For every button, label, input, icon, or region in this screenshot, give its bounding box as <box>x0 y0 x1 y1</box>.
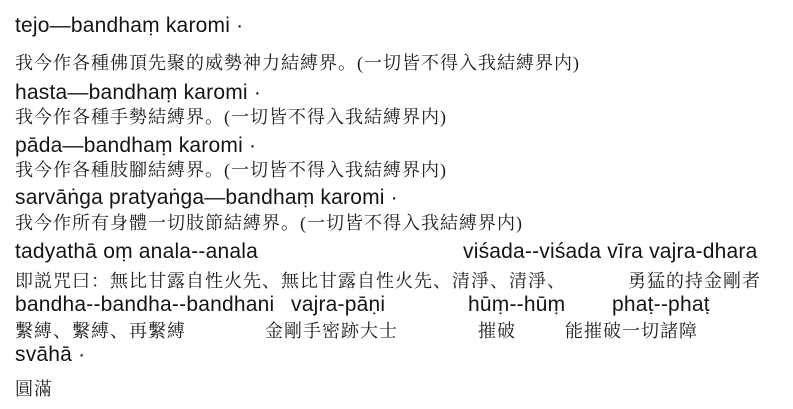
chinese-text: 我今作各種佛頂先聚的威勢神力結縛界。(一切皆不得入我結縛界内) <box>15 53 580 73</box>
sanskrit-text: sarvāṅga pratyaṅga—bandhaṃ karomi · <box>15 186 398 209</box>
chinese-text: 即説咒曰：無比甘露自性火先、無比甘露自性火先、清淨、清淨、 <box>15 271 566 291</box>
sanskrit-text: bandha--bandha--bandhani <box>15 293 275 316</box>
chinese-text: 勇猛的持金剛者 <box>628 271 761 291</box>
sanskrit-text: tejo—bandhaṃ karomi · <box>15 14 244 37</box>
sanskrit-text: vajra-pāṇi <box>291 293 386 316</box>
chinese-text: 能摧破一切諸障 <box>565 321 698 341</box>
sanskrit-text: phaṭ--phaṭ <box>612 293 710 316</box>
chinese-text: 摧破 <box>478 321 516 341</box>
sanskrit-text: hūṃ--hūṃ <box>468 293 566 316</box>
chinese-text: 我今作所有身體一切肢節結縛界。(一切皆不得入我結縛界内) <box>15 213 523 233</box>
sanskrit-text: svāhā · <box>15 343 86 366</box>
chinese-text: 繫縛、繫縛、再繫縛 <box>15 321 186 341</box>
chinese-text: 我今作各種肢腳結縛界。(一切皆不得入我結縛界内) <box>15 160 447 180</box>
chinese-text: 我今作各種手勢結縛界。(一切皆不得入我結縛界内) <box>15 107 447 127</box>
sanskrit-text: viśada--viśada vīra vajra-dhara <box>463 240 758 263</box>
chinese-text: 金剛手密跡大士 <box>265 321 398 341</box>
sanskrit-text: tadyathā oṃ anala--anala <box>15 240 258 263</box>
sanskrit-text: hasta—bandhaṃ karomi · <box>15 81 262 104</box>
sanskrit-text: pāda—bandhaṃ karomi · <box>15 134 257 157</box>
chinese-text: 圓滿 <box>15 379 53 399</box>
